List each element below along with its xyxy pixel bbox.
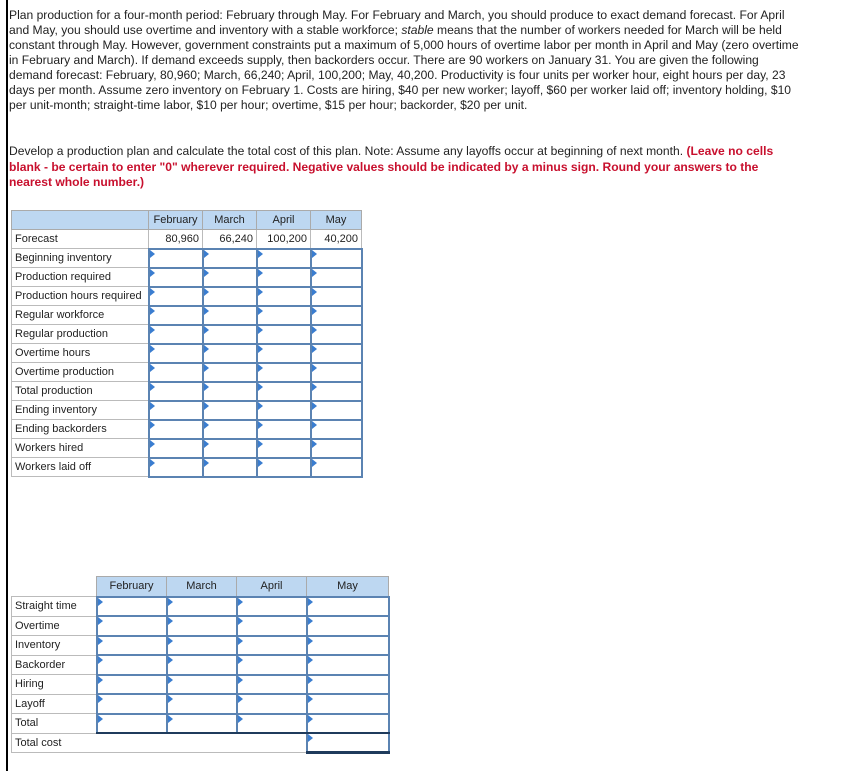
hiring-cost-input[interactable]: [307, 675, 389, 695]
instructions-note: (Leave no cells blank - be certain to enter "0" wherever required. Negative values should be indicated by a minus sign. Round your answers to the nearest whole number.): [9, 144, 774, 189]
row-label-overtime-production: Overtime production: [12, 363, 149, 382]
overtime-production-input[interactable]: [257, 363, 311, 382]
table-row: [12, 306, 362, 325]
production-required-input[interactable]: [203, 268, 257, 287]
plan-header-month: February: [149, 211, 203, 230]
straight-time-cost-input[interactable]: [97, 597, 167, 617]
forecast-value: 66,240: [203, 230, 257, 249]
cost-rows: [12, 597, 389, 734]
row-label-total: Total: [12, 714, 97, 734]
backorder-cost-input[interactable]: [307, 655, 389, 675]
table-row: [12, 268, 362, 287]
overtime-production-input[interactable]: [149, 363, 203, 382]
ending-backorders-input[interactable]: [311, 420, 362, 439]
table-row: [12, 616, 389, 636]
overtime-cost-input[interactable]: [237, 616, 307, 636]
ending-backorders-input[interactable]: [149, 420, 203, 439]
total-cost-input[interactable]: [237, 714, 307, 734]
cost-header-month: February: [97, 577, 167, 597]
regular-workforce-input[interactable]: [149, 306, 203, 325]
row-label-beginning-inventory: Beginning inventory: [12, 249, 149, 268]
overtime-cost-input[interactable]: [307, 616, 389, 636]
regular-workforce-input[interactable]: [311, 306, 362, 325]
regular-production-input[interactable]: [311, 325, 362, 344]
table-row: [12, 439, 362, 458]
inventory-cost-input[interactable]: [237, 636, 307, 656]
beginning-inventory-input[interactable]: [311, 249, 362, 268]
table-row: [12, 694, 389, 714]
row-label-production-hours-required: Production hours required: [12, 287, 149, 306]
overtime-hours-input[interactable]: [149, 344, 203, 363]
total-cost-input[interactable]: [307, 733, 389, 752]
ending-inventory-input[interactable]: [149, 401, 203, 420]
row-label-straight-time: Straight time: [12, 597, 97, 617]
production-hours-required-input[interactable]: [257, 287, 311, 306]
overtime-hours-input[interactable]: [257, 344, 311, 363]
row-label-regular-production: Regular production: [12, 325, 149, 344]
regular-workforce-input[interactable]: [257, 306, 311, 325]
forecast-value: 100,200: [257, 230, 311, 249]
total-production-input[interactable]: [149, 382, 203, 401]
total-production-input[interactable]: [311, 382, 362, 401]
workers-laid-off-input[interactable]: [311, 458, 362, 477]
row-label-workers-laid-off: Workers laid off: [12, 458, 149, 477]
plan-header-corner: [12, 211, 149, 230]
total-production-input[interactable]: [257, 382, 311, 401]
row-label-workers-hired: Workers hired: [12, 439, 149, 458]
workers-hired-input[interactable]: [149, 439, 203, 458]
plan-header-month: March: [203, 211, 257, 230]
total-production-input[interactable]: [203, 382, 257, 401]
production-plan-table: [11, 210, 363, 478]
table-row: [12, 344, 362, 363]
row-label-overtime: Overtime: [12, 616, 97, 636]
backorder-cost-input[interactable]: [237, 655, 307, 675]
plan-header-month: May: [311, 211, 362, 230]
production-hours-required-input[interactable]: [149, 287, 203, 306]
hiring-cost-input[interactable]: [237, 675, 307, 695]
beginning-inventory-input[interactable]: [203, 249, 257, 268]
row-label-total-production: Total production: [12, 382, 149, 401]
table-row: [12, 363, 362, 382]
regular-production-input[interactable]: [203, 325, 257, 344]
overtime-cost-input[interactable]: [167, 616, 237, 636]
problem-statement: Plan production for a four-month period: February through May. For February and March, you should produce to exact demand forecast. For April and May, you should use overtime and inventory with a stable workforce; stable means that the number of workers needed for March will be held constant through May. However, government constraints put a maximum of 5,000 hours of overtime labor per month in April and May (zero overtime in February and March). If demand exceeds supply, then backorders occur. There are 90 workers on January 31. You are given the following demand forecast: February, 80,960; March, 66,240; April, 100,200; May, 40,200. Productivity is four units per worker hour, eight hours per day, 23 days per month. Assume zero inventory on February 1. Costs are hiring, $40 per new worker; layoff, $60 per worker laid off; inventory holding, $10 per unit-month; straight-time labor, $10 per hour; overtime, $15 per hour; backorder, $20 per unit.: [9, 8, 799, 112]
row-label-total-cost: Total cost: [12, 733, 307, 752]
total-cost-input[interactable]: [97, 714, 167, 734]
row-label-overtime-hours: Overtime hours: [12, 344, 149, 363]
regular-production-input[interactable]: [257, 325, 311, 344]
regular-production-input[interactable]: [149, 325, 203, 344]
row-label-forecast: Forecast: [12, 230, 149, 249]
layoff-cost-input[interactable]: [307, 694, 389, 714]
plan-rows: [12, 249, 362, 477]
backorder-cost-input[interactable]: [97, 655, 167, 675]
beginning-inventory-input[interactable]: [257, 249, 311, 268]
overtime-production-input[interactable]: [203, 363, 257, 382]
inventory-cost-input[interactable]: [307, 636, 389, 656]
table-row: [12, 597, 389, 617]
row-label-backorder: Backorder: [12, 655, 97, 675]
overtime-cost-input[interactable]: [97, 616, 167, 636]
table-row: [12, 714, 389, 734]
production-hours-required-input[interactable]: [203, 287, 257, 306]
overtime-hours-input[interactable]: [311, 344, 362, 363]
row-label-layoff: Layoff: [12, 694, 97, 714]
layoff-cost-input[interactable]: [97, 694, 167, 714]
ending-inventory-input[interactable]: [311, 401, 362, 420]
table-row: [12, 420, 362, 439]
hiring-cost-input[interactable]: [97, 675, 167, 695]
plan-header-month: April: [257, 211, 311, 230]
row-label-ending-backorders: Ending backorders: [12, 420, 149, 439]
ending-backorders-input[interactable]: [257, 420, 311, 439]
cost-header-month: May: [307, 577, 389, 597]
beginning-inventory-input[interactable]: [149, 249, 203, 268]
production-hours-required-input[interactable]: [311, 287, 362, 306]
backorder-cost-input[interactable]: [167, 655, 237, 675]
row-label-inventory: Inventory: [12, 636, 97, 656]
cost-header-month: April: [237, 577, 307, 597]
table-row: [12, 401, 362, 420]
overtime-production-input[interactable]: [311, 363, 362, 382]
straight-time-cost-input[interactable]: [237, 597, 307, 617]
table-row: [12, 675, 389, 695]
production-required-input[interactable]: [311, 268, 362, 287]
straight-time-cost-input[interactable]: [167, 597, 237, 617]
row-label-regular-workforce: Regular workforce: [12, 306, 149, 325]
ending-inventory-input[interactable]: [203, 401, 257, 420]
table-row: [12, 458, 362, 477]
table-row: [12, 325, 362, 344]
cost-header-corner: [12, 577, 97, 597]
table-row: [12, 382, 362, 401]
workers-laid-off-input[interactable]: [257, 458, 311, 477]
total-cost-input[interactable]: [167, 714, 237, 734]
workers-hired-input[interactable]: [311, 439, 362, 458]
inventory-cost-input[interactable]: [97, 636, 167, 656]
forecast-value: 80,960: [149, 230, 203, 249]
workers-laid-off-input[interactable]: [203, 458, 257, 477]
production-required-input[interactable]: [257, 268, 311, 287]
cost-table: [11, 576, 390, 754]
production-required-input[interactable]: [149, 268, 203, 287]
row-label-hiring: Hiring: [12, 675, 97, 695]
table-row: [12, 249, 362, 268]
inventory-cost-input[interactable]: [167, 636, 237, 656]
ending-inventory-input[interactable]: [257, 401, 311, 420]
row-label-production-required: Production required: [12, 268, 149, 287]
hiring-cost-input[interactable]: [167, 675, 237, 695]
workers-hired-input[interactable]: [203, 439, 257, 458]
cost-header-month: March: [167, 577, 237, 597]
layoff-cost-input[interactable]: [167, 694, 237, 714]
total-cost-input[interactable]: [307, 714, 389, 734]
table-row: [12, 655, 389, 675]
row-label-ending-inventory: Ending inventory: [12, 401, 149, 420]
straight-time-cost-input[interactable]: [307, 597, 389, 617]
left-border: [6, 0, 8, 771]
table-row: [12, 287, 362, 306]
forecast-value: 40,200: [311, 230, 362, 249]
workers-hired-input[interactable]: [257, 439, 311, 458]
layoff-cost-input[interactable]: [237, 694, 307, 714]
overtime-hours-input[interactable]: [203, 344, 257, 363]
regular-workforce-input[interactable]: [203, 306, 257, 325]
ending-backorders-input[interactable]: [203, 420, 257, 439]
workers-laid-off-input[interactable]: [149, 458, 203, 477]
table-row: [12, 636, 389, 656]
instructions: Develop a production plan and calculate the total cost of this plan. Note: Assume any layoffs occur at beginning of next month. (Leave no cells blank - be certain to enter "0" wherever required. Negative values should be indicated by a minus sign. Round your answers to the nearest whole number.): [9, 144, 774, 189]
